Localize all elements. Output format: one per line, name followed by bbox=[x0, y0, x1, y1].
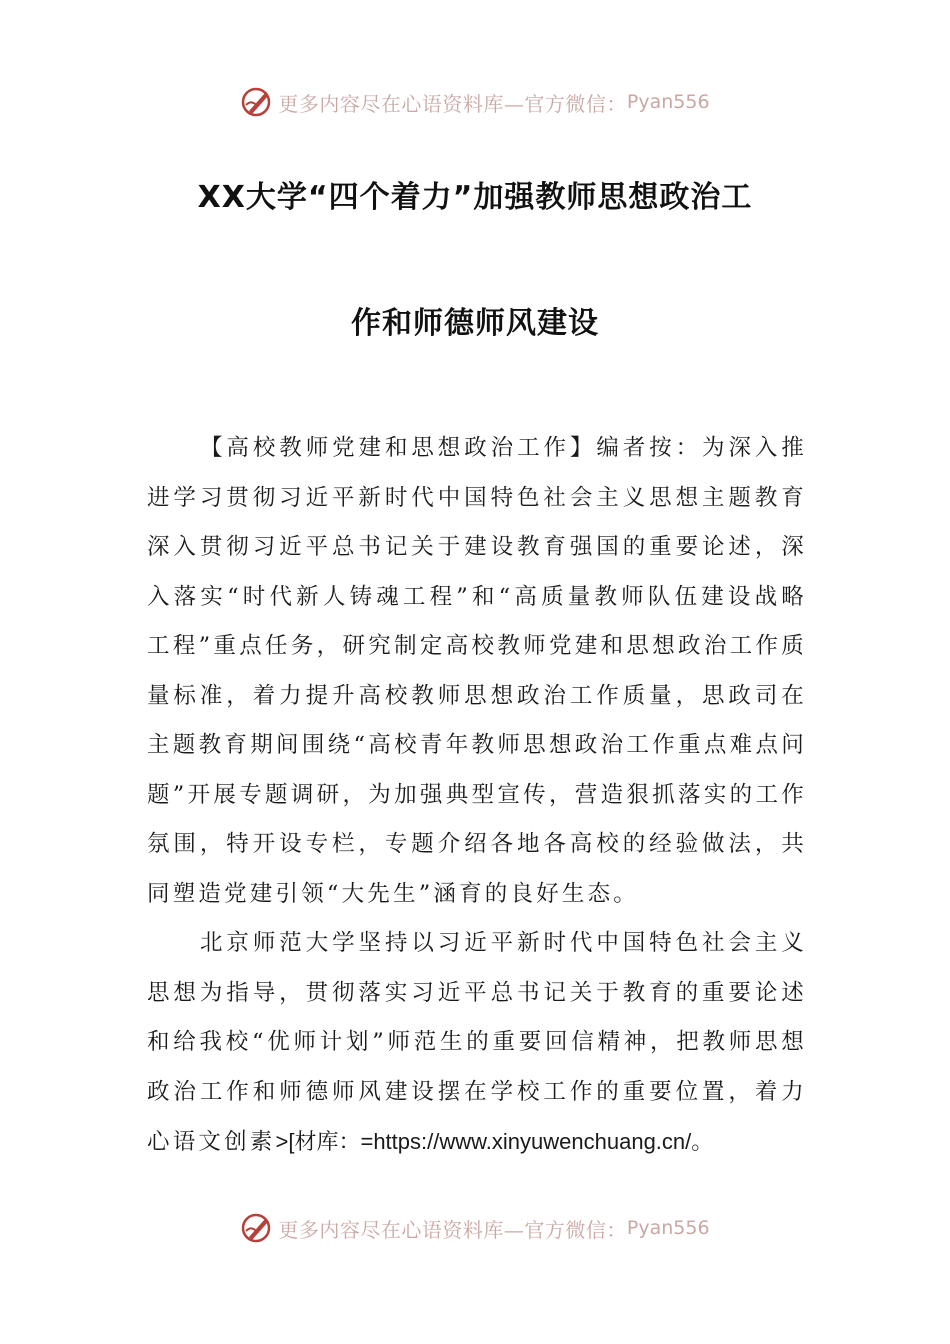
header-banner bbox=[0, 82, 950, 122]
document-body bbox=[147, 424, 807, 1168]
body-paragraph bbox=[147, 919, 807, 1168]
pen-logo-icon bbox=[240, 1211, 274, 1245]
footer-banner-contact: Pyan556 bbox=[626, 1217, 710, 1239]
body-paragraph-text: 北京师范大学坚持以习近平新时代中国特色社会主义思想为指导，贯彻落实习近平总书记关于教育的重要论述和给我校“优师计划”师范生的重要回信精神，把教师思想政治工作和师德师风建设摆在学校工作的重要位置，着力心语文创素 bbox=[147, 930, 807, 1155]
body-paragraph-tail: >[材库：=https://www.xinyuwenchuang.cn/。 bbox=[275, 1129, 714, 1154]
footer-banner bbox=[0, 1208, 950, 1248]
pen-logo-icon bbox=[240, 85, 274, 119]
header-banner-text: 更多内容尽在心语资料库—官方微信： bbox=[278, 91, 627, 116]
header-banner-contact: Pyan556 bbox=[626, 91, 710, 113]
document-title-line-1: XX大学“四个着力”加强教师思想政治工 bbox=[197, 180, 753, 215]
editor-note-paragraph: 【高校教师党建和思想政治工作】编者按：为深入推进学习贯彻习近平新时代中国特色社会主义思想主题教育深入贯彻习近平总书记关于建设教育强国的重要论述，深入落实“时代新人铸魂工程”和“高质量教师队伍建设战略工程”重点任务，研究制定高校教师党建和思想政治工作质量标准，着力提升高校教师思想政治工作质量，思政司在主题教育期间围绕“高校青年教师思想政治工作重点难点问题”开展专题调研，为加强典型宣传，营造狠抓落实的工作氛围，特开设专栏，专题介绍各地各高校的经验做法，共同塑造党建引领“大先生”涵育的良好生态。 bbox=[147, 435, 807, 907]
document-title-line-2: 作和师德师风建设 bbox=[351, 306, 599, 341]
footer-banner-text: 更多内容尽在心语资料库—官方微信： bbox=[278, 1217, 627, 1242]
